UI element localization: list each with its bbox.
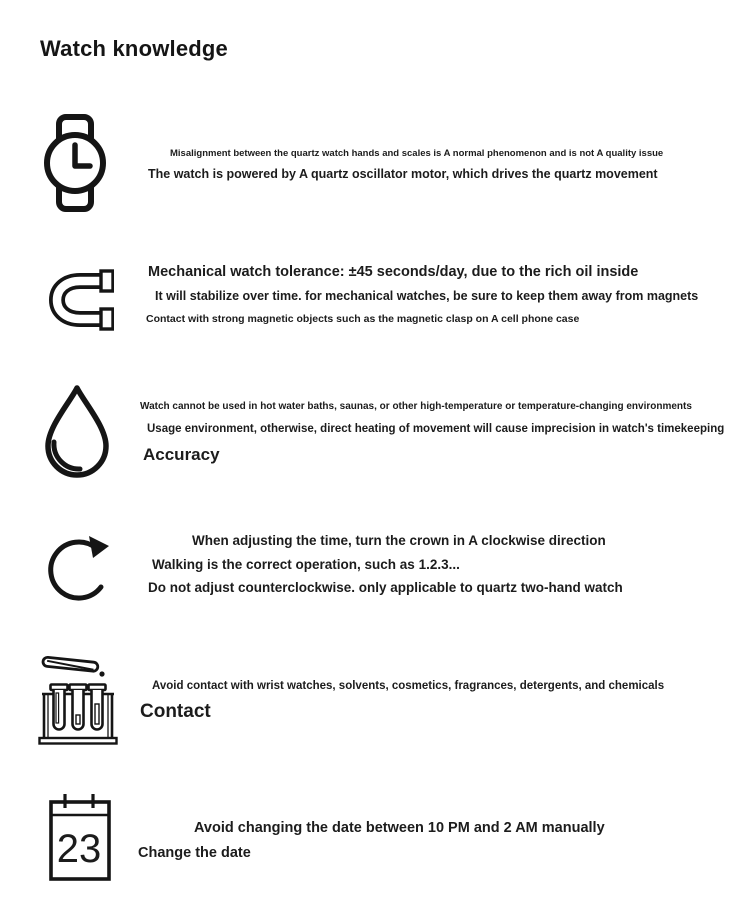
note-magnetic-objects: Contact with strong magnetic objects such as the magnetic clasp on A cell phone case (146, 313, 580, 325)
wrist-watch-icon (42, 114, 108, 212)
note-quartz-movement: The watch is powered by A quartz oscillator motor, which drives the quartz movement (148, 167, 658, 181)
page-title: Watch knowledge (40, 36, 228, 61)
note-quartz-misalignment: Misalignment between the quartz watch hands and scales is A normal phenomenon and is not A quality issue (170, 148, 664, 159)
calendar-day-number: 23 (56, 827, 102, 871)
note-avoid-chemicals: Avoid contact with wrist watches, solvents, cosmetics, fragrances, detergents, and chemicals (152, 680, 665, 692)
water-drop-icon (41, 384, 113, 481)
clockwise-arrow-icon (43, 528, 116, 606)
note-magnet-warning: It will stabilize over time. for mechanical watches, be sure to keep them away from magnets (155, 289, 699, 303)
magnet-icon (48, 267, 114, 333)
note-walking-operation: Walking is the correct operation, such as 1.2.3... (152, 557, 460, 572)
heading-contact: Contact (140, 701, 211, 722)
heading-accuracy: Accuracy (143, 445, 220, 464)
note-hot-water-warning: Watch cannot be used in hot water baths, saunas, or other high-temperature or temperature-changing environments (140, 401, 692, 412)
calendar-icon (48, 792, 112, 882)
note-usage-environment: Usage environment, otherwise, direct heating of movement will cause imprecision in watch's timekeeping (147, 423, 725, 435)
note-no-counterclockwise: Do not adjust counterclockwise. only applicable to quartz two-hand watch (148, 580, 623, 595)
note-mechanical-tolerance: Mechanical watch tolerance: ±45 seconds/day, due to the rich oil inside (148, 264, 639, 280)
note-turn-crown-clockwise: When adjusting the time, turn the crown in A clockwise direction (192, 533, 606, 548)
test-tubes-icon (38, 648, 118, 746)
heading-change-the-date: Change the date (138, 845, 251, 861)
note-avoid-date-change-window: Avoid changing the date between 10 PM and 2 AM manually (194, 820, 605, 836)
